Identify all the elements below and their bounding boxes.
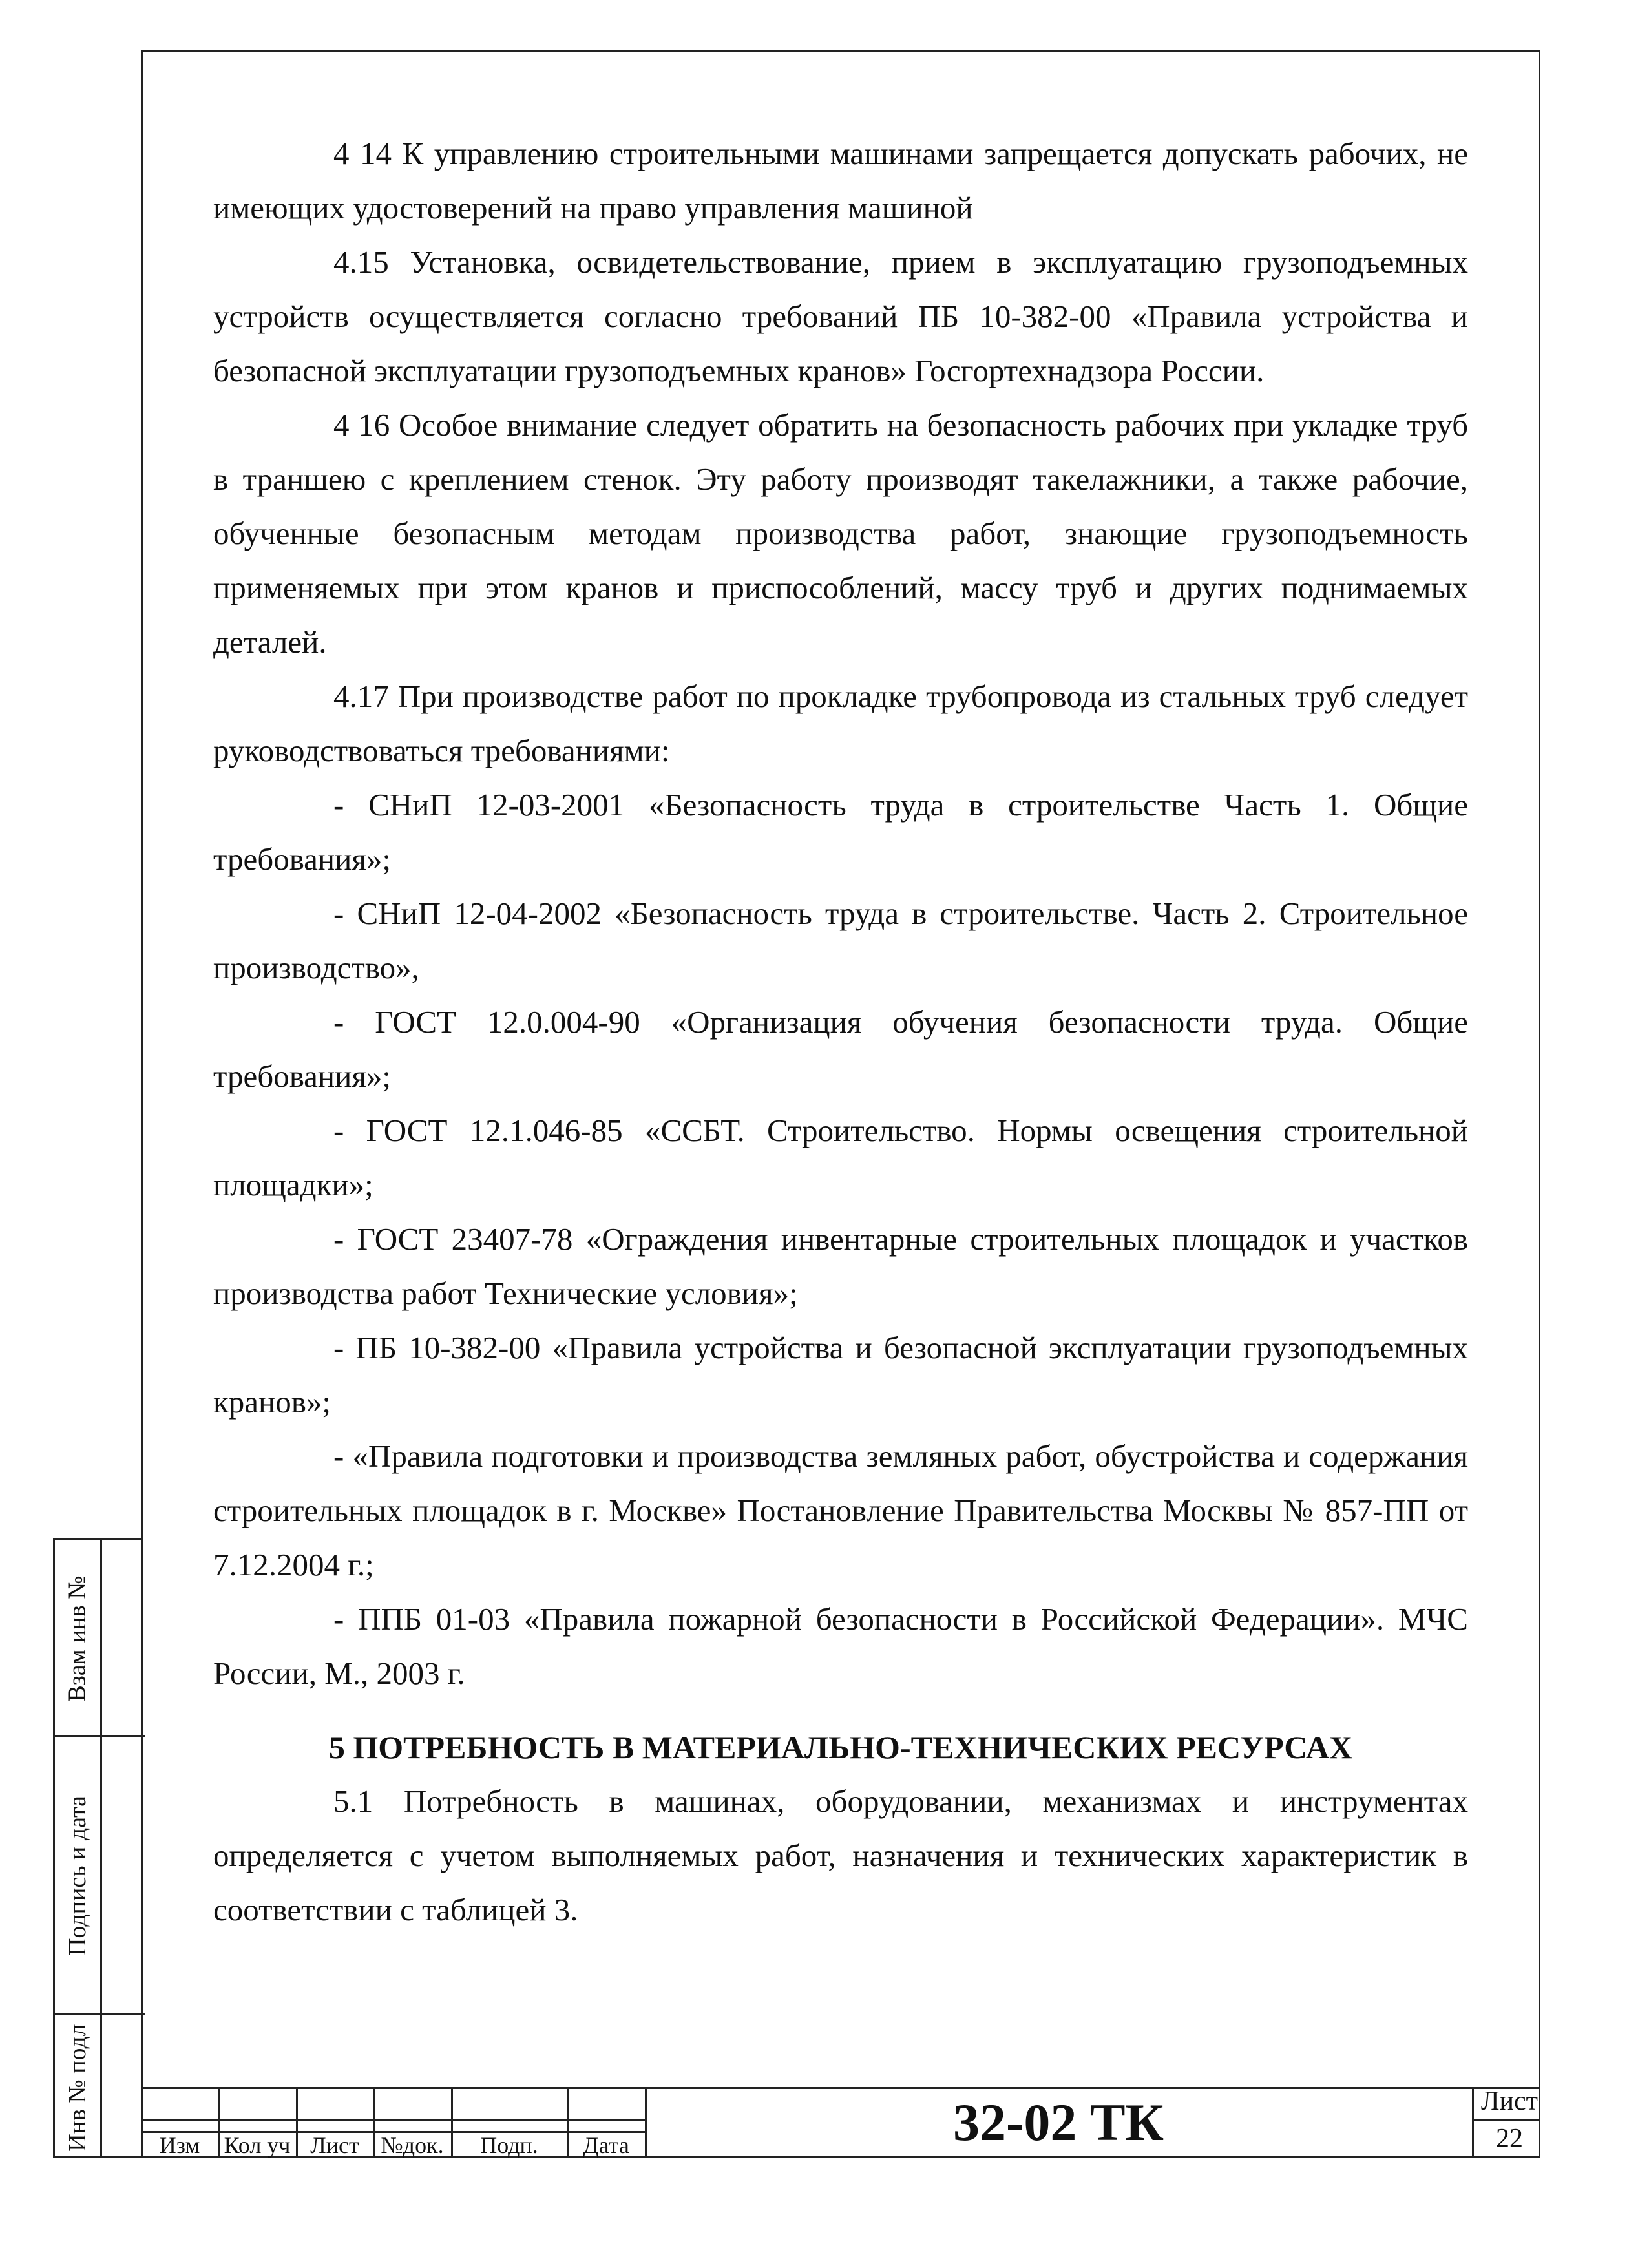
- col-list: Лист: [310, 2132, 359, 2158]
- list-item: - ППБ 01-03 «Правила пожарной безопасности в Российской Федерации». МЧС России, М., 2003 г.: [213, 1601, 1468, 1691]
- binding-strip: [53, 1538, 143, 2158]
- list-item: - СНиП 12-04-2002 «Безопасность труда в строительстве. Часть 2. Строительное производство»,: [213, 896, 1468, 985]
- col-kol-uch: Кол уч: [224, 2132, 291, 2158]
- list-item: - «Правила подготовки и производства земляных работ, обустройства и содержания строительных площадок в г. Москве» Постановление Правительства Москвы № 857-ПП от 7.12.2004 г.;: [213, 1438, 1468, 1582]
- tb-line: [1472, 2087, 1474, 2158]
- paragraph-4-14: 4 14 К управлению строительными машинами запрещается допускать рабочих, не имеющих удостоверений на право управления машиной: [213, 136, 1468, 226]
- sheet-label: Лист: [1481, 2086, 1538, 2116]
- col-podp: Подп.: [480, 2132, 538, 2158]
- document-body: [213, 127, 1468, 1937]
- paragraph-4-15: 4.15 Установка, освидетельствование, прием в эксплуатацию грузоподъемных устройств осуществляется согласно требований ПБ 10-382-00 «Правила устройства и безопасной эксплуатации грузоподъемных кранов» Госгортехнадзора России.: [213, 244, 1468, 388]
- tb-line: [141, 2119, 645, 2121]
- title-block: [141, 2087, 1540, 2158]
- list-item: - ГОСТ 12.0.004-90 «Организация обучения безопасности труда. Общие требования»;: [213, 1004, 1468, 1094]
- sheet-number: 22: [1496, 2124, 1523, 2154]
- list-item: - СНиП 12-03-2001 «Безопасность труда в строительстве Часть 1. Общие требования»;: [213, 787, 1468, 877]
- document-code: 32-02 ТК: [953, 2093, 1164, 2152]
- paragraph-5-1: 5.1 Потребность в машинах, оборудовании, механизмах и инструментах определяется с учетом выполняемых работ, назначения и технических характеристик в соответствии с таблицей 3.: [213, 1783, 1468, 1927]
- strip-label-vzam: Взам инв №: [64, 1575, 92, 1702]
- col-data: Дата: [583, 2132, 629, 2158]
- col-ndok: №док.: [381, 2132, 444, 2158]
- list-item: - ПБ 10-382-00 «Правила устройства и безопасной эксплуатации грузоподъемных кранов»;: [213, 1330, 1468, 1420]
- col-izm: Изм: [159, 2132, 200, 2158]
- strip-label-podpis: Подпись и дата: [64, 1795, 92, 1957]
- strip-label-inv: Инв № подл: [64, 2023, 92, 2152]
- paragraph-4-17: 4.17 При производстве работ по прокладке трубопровода из стальных труб следует руководствоваться требованиями:: [213, 678, 1468, 768]
- list-item: - ГОСТ 23407-78 «Ограждения инвентарные строительных площадок и участков производства работ Технические условия»;: [213, 1221, 1468, 1311]
- list-item: - ГОСТ 12.1.046-85 «ССБТ. Строительство. Нормы освещения строительной площадки»;: [213, 1113, 1468, 1202]
- paragraph-4-16: 4 16 Особое внимание следует обратить на безопасность рабочих при укладке труб в траншею с креплением стенок. Эту работу производят такелажники, а также рабочие, обученные безопасным методам производства работ, знающие грузоподъемность применяемых при этом кранов и приспособлений, массу труб и других поднимаемых деталей.: [213, 407, 1468, 660]
- section-5-heading: 5 ПОТРЕБНОСТЬ В МАТЕРИАЛЬНО-ТЕХНИЧЕСКИХ РЕСУРСАХ: [328, 1729, 1353, 1765]
